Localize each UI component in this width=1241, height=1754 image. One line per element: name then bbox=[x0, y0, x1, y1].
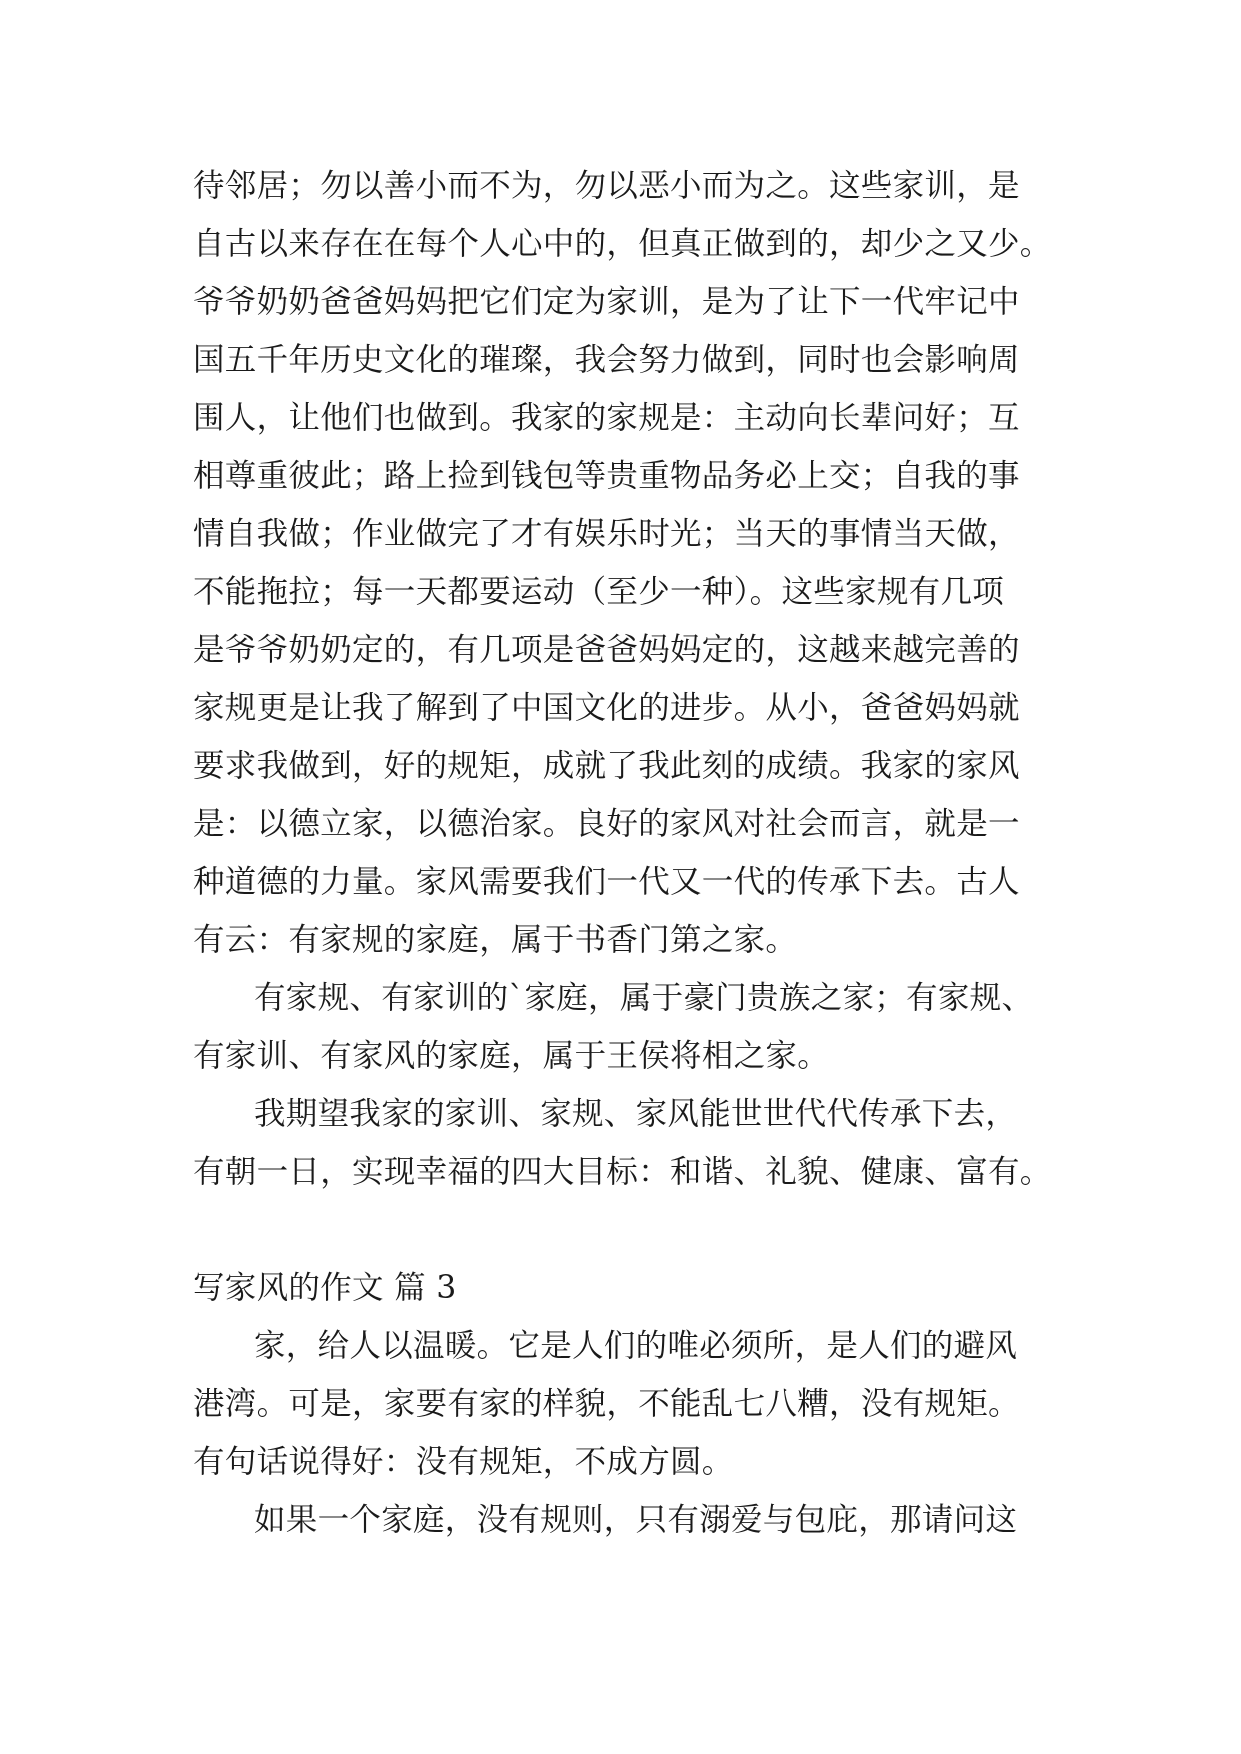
paragraph-line: 有句话说得好：没有规矩，不成方圆。 bbox=[193, 1444, 734, 1480]
paragraph-line: 有家规、有家训的`家庭，属于豪门贵族之家；有家规、 bbox=[254, 980, 1034, 1016]
paragraph-line: 种道德的力量。家风需要我们一代又一代的传承下去。古人 bbox=[193, 864, 1020, 900]
paragraph-line: 自古以来存在在每个人心中的，但真正做到的，却少之又少。 bbox=[193, 226, 1052, 262]
paragraph-line: 有朝一日，实现幸福的四大目标：和谐、礼貌、健康、富有。 bbox=[193, 1154, 1052, 1190]
paragraph-line: 有云：有家规的家庭，属于书香门第之家。 bbox=[193, 922, 798, 958]
paragraph-line: 我期望我家的家训、家规、家风能世世代代传承下去， bbox=[254, 1096, 1018, 1132]
paragraph-line: 相尊重彼此；路上捡到钱包等贵重物品务必上交；自我的事 bbox=[193, 458, 1020, 494]
paragraph-line: 是：以德立家，以德治家。良好的家风对社会而言，就是一 bbox=[193, 806, 1020, 842]
paragraph-line: 家规更是让我了解到了中国文化的进步。从小，爸爸妈妈就 bbox=[193, 690, 1020, 726]
section-heading: 写家风的作文 篇 3 bbox=[193, 1270, 457, 1306]
paragraph-line: 要求我做到，好的规矩，成就了我此刻的成绩。我家的家风 bbox=[193, 748, 1020, 784]
paragraph-line: 待邻居；勿以善小而不为，勿以恶小而为之。这些家训，是 bbox=[193, 168, 1020, 204]
paragraph-line: 爷爷奶奶爸爸妈妈把它们定为家训，是为了让下一代牢记中 bbox=[193, 284, 1020, 320]
paragraph-line: 情自我做；作业做完了才有娱乐时光；当天的事情当天做， bbox=[193, 516, 1020, 552]
paragraph-line: 是爷爷奶奶定的，有几项是爸爸妈妈定的，这越来越完善的 bbox=[193, 632, 1020, 668]
paragraph-line: 不能拖拉；每一天都要运动（至少一种）。这些家规有几项 bbox=[193, 574, 1005, 610]
paragraph-line: 港湾。可是，家要有家的样貌，不能乱七八糟，没有规矩。 bbox=[193, 1386, 1020, 1422]
paragraph-line: 家，给人以温暖。它是人们的唯必须所，是人们的避风 bbox=[254, 1328, 1018, 1364]
paragraph-line: 如果一个家庭，没有规则，只有溺爱与包庇，那请问这 bbox=[254, 1502, 1018, 1538]
paragraph-line: 围人，让他们也做到。我家的家规是：主动向长辈问好；互 bbox=[193, 400, 1020, 436]
paragraph-line: 国五千年历史文化的璀璨，我会努力做到，同时也会影响周 bbox=[193, 342, 1020, 378]
paragraph-line: 有家训、有家风的家庭，属于王侯将相之家。 bbox=[193, 1038, 830, 1074]
